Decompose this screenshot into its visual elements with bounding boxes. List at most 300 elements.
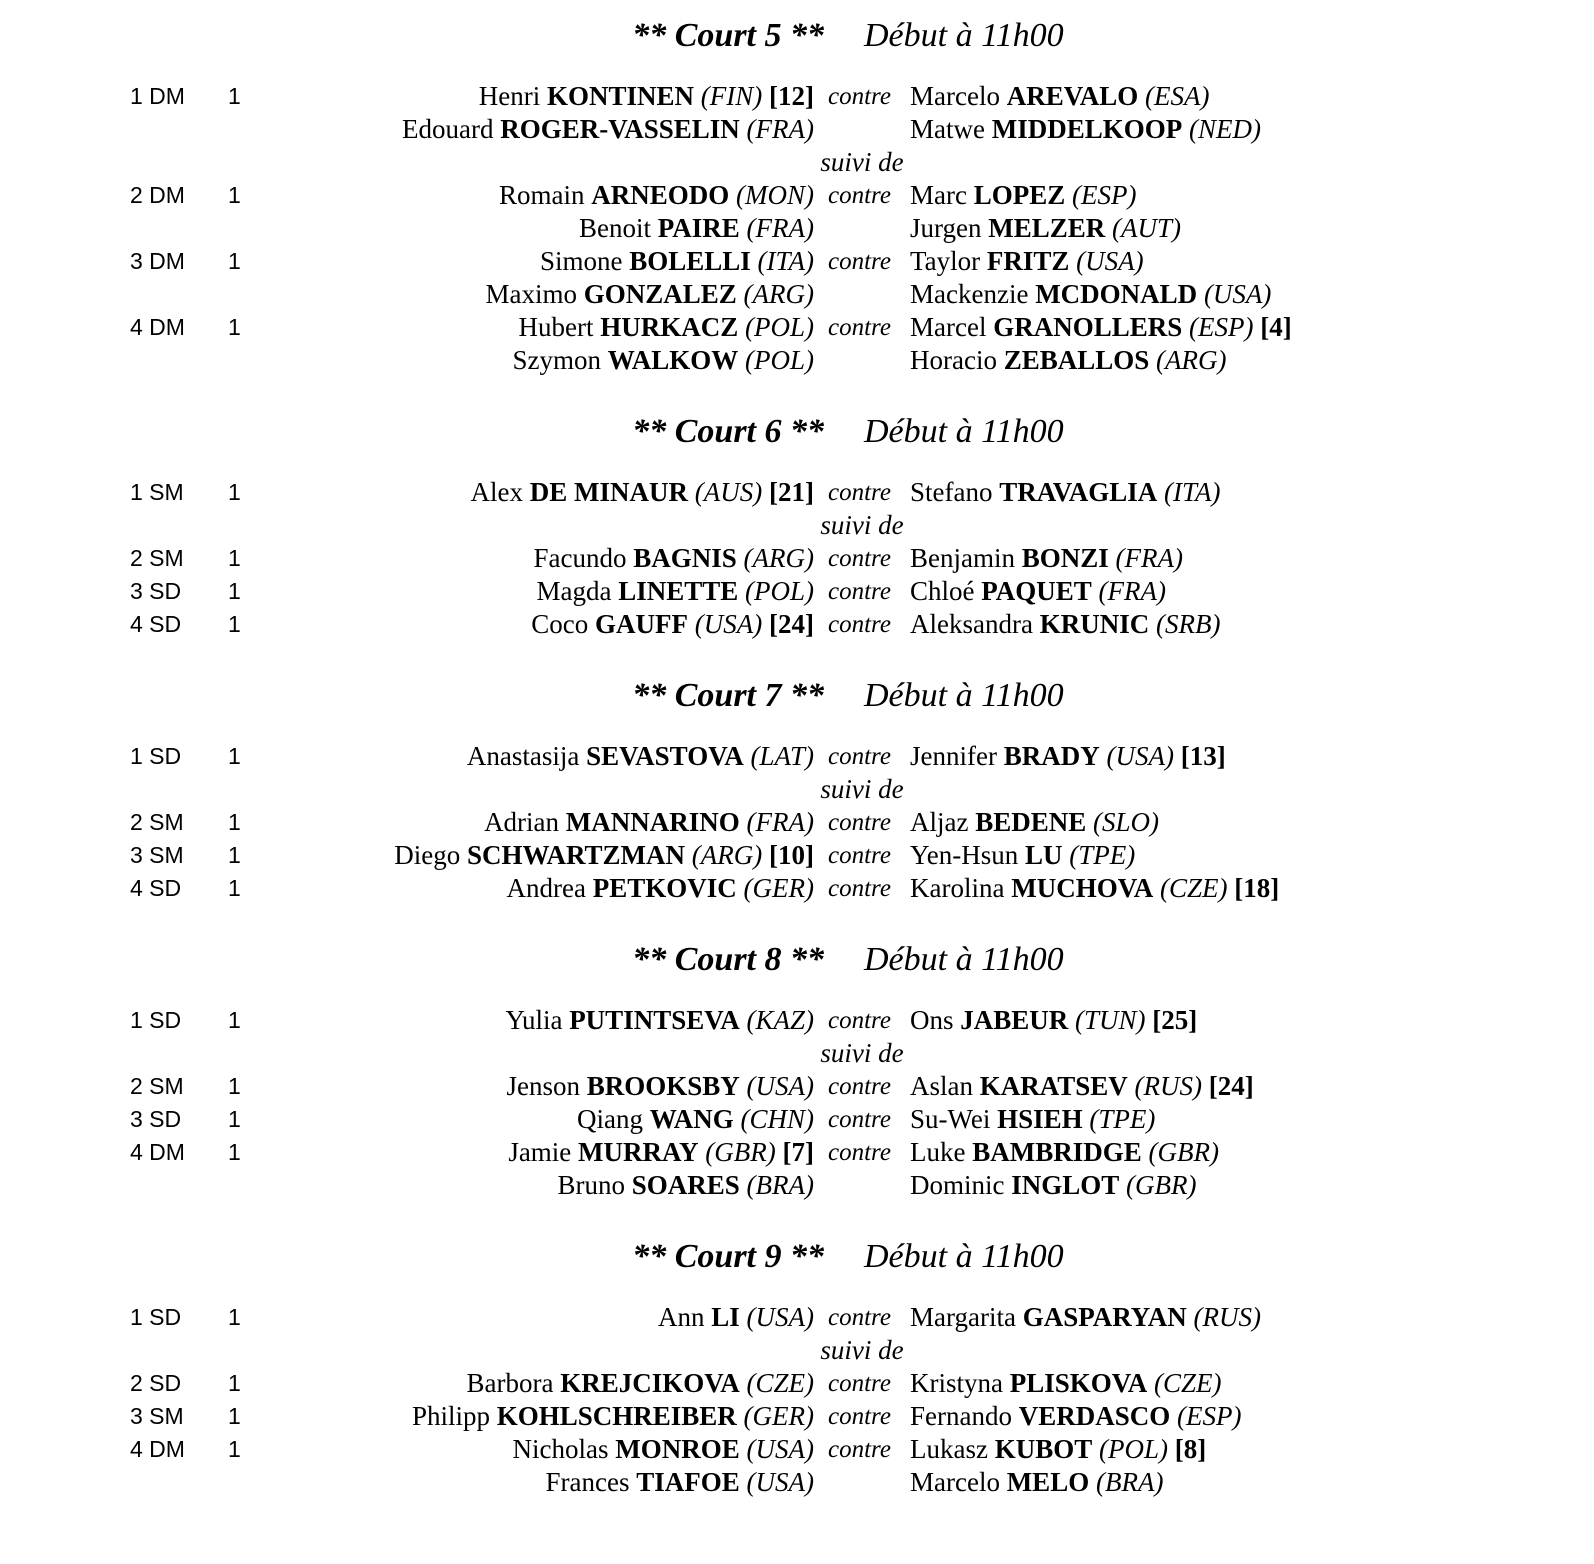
versus-label: contre (828, 875, 891, 902)
player-first-name: Simone (539, 246, 623, 276)
player-first-name: Facundo (533, 543, 627, 573)
suivi-de-label: suivi de (820, 510, 904, 540)
player-last-name: BROOKSBY (586, 1071, 740, 1101)
player-seed: [21] (769, 477, 814, 507)
left-player (512, 344, 814, 377)
right-player (910, 344, 1227, 377)
left-player (505, 1004, 814, 1037)
player-nationality: (POL) (745, 576, 814, 606)
right-player (910, 839, 1135, 872)
player-last-name: BONZI (1021, 543, 1109, 573)
player-first-name: Hubert (518, 312, 594, 342)
match-round: 1 (228, 1370, 241, 1396)
player-nationality: (FRA) (1098, 576, 1166, 606)
player-nationality: (AUT) (1112, 213, 1182, 243)
suivi-de-label: suivi de (820, 1038, 904, 1068)
court-header (0, 674, 1594, 718)
match-round: 1 (228, 545, 241, 571)
player-seed: [4] (1260, 312, 1292, 342)
player-first-name: Lukasz (910, 1434, 988, 1464)
left-player (394, 839, 814, 872)
player-nationality: (USA) (1076, 246, 1144, 276)
match-round: 1 (228, 578, 241, 604)
player-nationality: (KAZ) (746, 1005, 814, 1035)
player-last-name: ROGER-VASSELIN (500, 114, 740, 144)
left-player (467, 740, 814, 773)
player-first-name: Adrian (484, 807, 560, 837)
court-header (0, 410, 1594, 454)
left-player (507, 872, 814, 905)
player-first-name: Benoit (579, 213, 652, 243)
match-round: 1 (228, 809, 241, 835)
player-seed: [24] (769, 609, 814, 639)
right-player (910, 476, 1221, 509)
right-player (910, 1400, 1241, 1433)
match-row (0, 1367, 1594, 1400)
player-last-name: BAMBRIDGE (972, 1137, 1142, 1167)
player-last-name: MURRAY (578, 1137, 699, 1167)
match-round: 1 (228, 1007, 241, 1033)
player-nationality: (USA) (746, 1467, 814, 1497)
match-id: 3 SD (130, 1106, 182, 1132)
left-player (536, 575, 814, 608)
player-nationality: (CZE) (1159, 873, 1228, 903)
match-id: 4 SD (130, 875, 182, 901)
match-row (0, 872, 1594, 905)
match-round: 1 (228, 611, 241, 637)
player-last-name: KREJCIKOVA (560, 1368, 740, 1398)
match-row (0, 608, 1594, 641)
player-first-name: Aljaz (910, 807, 969, 837)
match-id: 3 DM (130, 248, 185, 274)
player-first-name: Benjamin (910, 543, 1015, 573)
suivi-de-label: suivi de (820, 1335, 904, 1365)
right-player (910, 113, 1261, 146)
left-player (531, 608, 814, 641)
player-first-name: Marcelo (910, 1467, 1000, 1497)
player-nationality: (TUN) (1075, 1005, 1146, 1035)
right-player (910, 1466, 1163, 1499)
court-title: ** Court 6 ** (632, 413, 824, 450)
player-first-name: Matwe (910, 114, 985, 144)
player-nationality: (RUS) (1193, 1302, 1262, 1332)
player-nationality: (GBR) (1148, 1137, 1219, 1167)
player-last-name: TRAVAGLIA (999, 477, 1158, 507)
right-player (910, 212, 1181, 245)
player-last-name: WANG (649, 1104, 734, 1134)
player-last-name: LOPEZ (973, 180, 1066, 210)
versus-label: contre (828, 248, 891, 275)
right-player (910, 1301, 1261, 1334)
match-row (0, 311, 1594, 344)
left-player (484, 806, 814, 839)
versus-label: contre (828, 1073, 891, 1100)
suivi-de-label: suivi de (820, 147, 904, 177)
match-id: 4 SD (130, 611, 182, 637)
player-first-name: Barbora (466, 1368, 554, 1398)
match-id: 1 SM (130, 479, 184, 505)
court-start-time: Début à 11h00 (864, 413, 1064, 450)
match-round: 1 (228, 1436, 241, 1462)
player-first-name: Jamie (508, 1137, 572, 1167)
versus-label: contre (828, 182, 891, 209)
left-player (506, 1070, 814, 1103)
player-first-name: Karolina (910, 873, 1005, 903)
player-nationality: (ARG) (743, 543, 814, 573)
player-first-name: Ann (657, 1302, 705, 1332)
player-seed: [18] (1234, 873, 1280, 903)
player-nationality: (FRA) (1115, 543, 1183, 573)
right-player (910, 179, 1136, 212)
player-first-name: Alex (470, 477, 524, 507)
court-header (0, 14, 1594, 58)
player-first-name: Romain (499, 180, 585, 210)
player-nationality: (USA) (746, 1302, 814, 1332)
player-first-name: Yulia (505, 1005, 563, 1035)
match-round: 1 (228, 182, 241, 208)
player-last-name: SCHWARTZMAN (466, 840, 686, 870)
player-first-name: Andrea (506, 873, 586, 903)
match-row (0, 542, 1594, 575)
versus-label: contre (828, 479, 891, 506)
left-player (546, 1466, 814, 1499)
player-nationality: (USA) (746, 1434, 814, 1464)
left-player (471, 476, 814, 509)
player-last-name: PETKOVIC (592, 873, 737, 903)
match-id: 1 DM (130, 83, 185, 109)
player-first-name: Marcelo (910, 81, 1000, 111)
player-nationality: (NED) (1189, 114, 1261, 144)
player-first-name: Maximo (485, 279, 577, 309)
player-last-name: BEDENE (975, 807, 1087, 837)
player-nationality: (CZE) (1154, 1368, 1222, 1398)
right-player (910, 80, 1209, 113)
match-id: 1 SD (130, 1007, 182, 1033)
match-row (0, 1301, 1594, 1334)
player-last-name: INGLOT (1011, 1170, 1120, 1200)
player-last-name: MELZER (988, 213, 1106, 243)
player-first-name: Coco (531, 609, 589, 639)
player-nationality: (TPE) (1089, 1104, 1156, 1134)
versus-label: contre (828, 743, 891, 770)
player-first-name: Taylor (910, 246, 981, 276)
player-last-name: HSIEH (997, 1104, 1083, 1134)
player-first-name: Horacio (910, 345, 997, 375)
partner-row (0, 278, 1594, 311)
versus-label: contre (828, 1304, 891, 1331)
player-nationality: (POL) (745, 312, 814, 342)
player-nationality: (GBR) (1126, 1170, 1197, 1200)
player-last-name: MUCHOVA (1011, 873, 1154, 903)
player-last-name: PAIRE (657, 213, 740, 243)
player-first-name: Su-Wei (910, 1104, 991, 1134)
versus-label: contre (828, 578, 891, 605)
right-player (910, 1433, 1206, 1466)
match-row (0, 839, 1594, 872)
player-last-name: LU (1025, 840, 1063, 870)
partner-row (0, 212, 1594, 245)
player-nationality: (BRA) (746, 1170, 814, 1200)
right-player (910, 245, 1144, 278)
partner-row (0, 113, 1594, 146)
right-player (910, 806, 1159, 839)
player-nationality: (GER) (743, 1401, 814, 1431)
player-nationality: (ESP) (1072, 180, 1137, 210)
court-title: ** Court 9 ** (632, 1238, 824, 1275)
player-nationality: (FIN) (700, 81, 763, 111)
match-row (0, 1004, 1594, 1037)
player-last-name: GAUFF (595, 609, 689, 639)
player-nationality: (ITA) (757, 246, 814, 276)
match-id: 2 SM (130, 545, 184, 571)
player-first-name: Mackenzie (910, 279, 1029, 309)
court-start-time: Début à 11h00 (864, 941, 1064, 978)
left-player (499, 179, 814, 212)
right-player (910, 311, 1292, 344)
player-nationality: (FRA) (746, 807, 814, 837)
player-last-name: KONTINEN (547, 81, 695, 111)
left-player (485, 278, 814, 311)
player-last-name: ARNEODO (591, 180, 730, 210)
player-last-name: MELO (1006, 1467, 1090, 1497)
player-last-name: VERDASCO (1018, 1401, 1171, 1431)
player-first-name: Jennifer (910, 741, 997, 771)
left-player (479, 80, 814, 113)
player-first-name: Edouard (401, 114, 494, 144)
player-first-name: Bruno (557, 1170, 625, 1200)
match-id: 4 DM (130, 1436, 185, 1462)
player-last-name: AREVALO (1006, 81, 1139, 111)
match-id: 4 DM (130, 314, 185, 340)
player-nationality: (GBR) (705, 1137, 776, 1167)
match-row (0, 1400, 1594, 1433)
player-nationality: (TPE) (1069, 840, 1136, 870)
match-row (0, 179, 1594, 212)
player-nationality: (AUS) (694, 477, 763, 507)
player-nationality: (USA) (1106, 741, 1174, 771)
partner-row (0, 344, 1594, 377)
left-player (577, 1103, 814, 1136)
player-last-name: WALKOW (607, 345, 739, 375)
player-nationality: (CHN) (740, 1104, 814, 1134)
versus-label: contre (828, 809, 891, 836)
player-first-name: Aleksandra (910, 609, 1033, 639)
player-first-name: Marcel (910, 312, 987, 342)
player-first-name: Chloé (910, 576, 975, 606)
left-player (579, 212, 814, 245)
player-first-name: Henri (478, 81, 541, 111)
player-first-name: Dominic (910, 1170, 1005, 1200)
player-last-name: LINETTE (618, 576, 739, 606)
match-round: 1 (228, 875, 241, 901)
player-last-name: HURKACZ (600, 312, 739, 342)
player-nationality: (ESP) (1177, 1401, 1242, 1431)
player-first-name: Frances (545, 1467, 630, 1497)
player-first-name: Magda (536, 576, 612, 606)
player-first-name: Diego (394, 840, 461, 870)
right-player (910, 872, 1279, 905)
player-nationality: (ARG) (691, 840, 763, 870)
match-id: 3 SM (130, 1403, 184, 1429)
versus-label: contre (828, 611, 891, 638)
player-last-name: MCDONALD (1035, 279, 1198, 309)
versus-label: contre (828, 1106, 891, 1133)
right-player (910, 278, 1271, 311)
player-nationality: (BRA) (1095, 1467, 1164, 1497)
match-id: 2 SD (130, 1370, 182, 1396)
right-player (910, 1004, 1197, 1037)
match-id: 2 SM (130, 1073, 184, 1099)
match-row (0, 80, 1594, 113)
match-round: 1 (228, 1139, 241, 1165)
left-player (466, 1367, 814, 1400)
player-nationality: (RUS) (1134, 1071, 1203, 1101)
player-last-name: MIDDELKOOP (991, 114, 1183, 144)
player-nationality: (USA) (694, 609, 763, 639)
player-last-name: DE MINAUR (529, 477, 689, 507)
player-first-name: Szymon (512, 345, 601, 375)
player-last-name: BAGNIS (633, 543, 737, 573)
player-nationality: (ITA) (1164, 477, 1221, 507)
court-start-time: Début à 11h00 (864, 677, 1064, 714)
versus-label: contre (828, 1007, 891, 1034)
match-round: 1 (228, 248, 241, 274)
versus-label: contre (828, 83, 891, 110)
court-title: ** Court 8 ** (632, 941, 824, 978)
right-player (910, 740, 1226, 773)
match-row (0, 806, 1594, 839)
player-nationality: (ESA) (1145, 81, 1210, 111)
versus-label: contre (828, 1436, 891, 1463)
player-last-name: TIAFOE (636, 1467, 740, 1497)
match-id: 3 SM (130, 842, 184, 868)
match-row (0, 1070, 1594, 1103)
player-last-name: SOARES (631, 1170, 740, 1200)
player-first-name: Ons (910, 1005, 954, 1035)
match-row (0, 740, 1594, 773)
player-seed: [10] (769, 840, 814, 870)
player-last-name: GONZALEZ (583, 279, 737, 309)
player-last-name: GRANOLLERS (993, 312, 1183, 342)
match-row (0, 1136, 1594, 1169)
player-last-name: ZEBALLOS (1003, 345, 1150, 375)
court-start-time: Début à 11h00 (864, 17, 1064, 54)
left-player (540, 245, 814, 278)
right-player (910, 542, 1183, 575)
player-nationality: (LAT) (750, 741, 814, 771)
match-round: 1 (228, 479, 241, 505)
player-first-name: Yen-Hsun (910, 840, 1019, 870)
player-last-name: PLISKOVA (1009, 1368, 1148, 1398)
player-first-name: Margarita (910, 1302, 1016, 1332)
match-id: 1 SD (130, 1304, 182, 1330)
left-player (534, 542, 814, 575)
versus-label: contre (828, 1370, 891, 1397)
partner-row (0, 1169, 1594, 1202)
player-last-name: KRUNIC (1039, 609, 1150, 639)
suivi-de-label: suivi de (820, 774, 904, 804)
match-id: 2 DM (130, 182, 185, 208)
player-nationality: (POL) (745, 345, 814, 375)
player-nationality: (CZE) (746, 1368, 814, 1398)
player-last-name: JABEUR (960, 1005, 1069, 1035)
player-first-name: Fernando (910, 1401, 1012, 1431)
player-seed: [25] (1152, 1005, 1198, 1035)
player-seed: [7] (782, 1137, 814, 1167)
match-round: 1 (228, 1403, 241, 1429)
match-row (0, 245, 1594, 278)
versus-label: contre (828, 314, 891, 341)
player-last-name: BRADY (1003, 741, 1100, 771)
partner-row (0, 1466, 1594, 1499)
player-nationality: (USA) (746, 1071, 814, 1101)
player-nationality: (SLO) (1093, 807, 1160, 837)
court-start-time: Début à 11h00 (864, 1238, 1064, 1275)
right-player (910, 1136, 1219, 1169)
versus-label: contre (828, 545, 891, 572)
match-id: 4 DM (130, 1139, 185, 1165)
player-last-name: MONROE (615, 1434, 740, 1464)
versus-label: contre (828, 1139, 891, 1166)
match-id: 1 SD (130, 743, 182, 769)
player-first-name: Philipp (411, 1401, 490, 1431)
court-header (0, 1235, 1594, 1279)
player-first-name: Stefano (910, 477, 993, 507)
player-first-name: Qiang (577, 1104, 643, 1134)
player-nationality: (SRB) (1155, 609, 1221, 639)
left-player (402, 113, 814, 146)
player-first-name: Kristyna (910, 1368, 1003, 1398)
player-seed: [13] (1180, 741, 1226, 771)
match-round: 1 (228, 314, 241, 340)
left-player (658, 1301, 814, 1334)
left-player (412, 1400, 814, 1433)
match-id: 3 SD (130, 578, 182, 604)
match-row (0, 1433, 1594, 1466)
player-last-name: SEVASTOVA (586, 741, 744, 771)
player-nationality: (USA) (1203, 279, 1272, 309)
player-seed: [12] (769, 81, 814, 111)
player-first-name: Marc (910, 180, 967, 210)
player-nationality: (MON) (736, 180, 814, 210)
match-round: 1 (228, 1304, 241, 1330)
match-id: 2 SM (130, 809, 184, 835)
versus-label: contre (828, 842, 891, 869)
match-round: 1 (228, 743, 241, 769)
player-first-name: Nicholas (512, 1434, 609, 1464)
player-last-name: GASPARYAN (1022, 1302, 1187, 1332)
player-last-name: MANNARINO (565, 807, 740, 837)
left-player (508, 1136, 814, 1169)
left-player (557, 1169, 814, 1202)
player-nationality: (POL) (1099, 1434, 1168, 1464)
player-first-name: Anastasija (466, 741, 580, 771)
player-last-name: PUTINTSEVA (569, 1005, 740, 1035)
player-last-name: KARATSEV (979, 1071, 1128, 1101)
right-player (910, 1169, 1197, 1202)
match-row (0, 1103, 1594, 1136)
player-last-name: KOHLSCHREIBER (496, 1401, 737, 1431)
match-row (0, 575, 1594, 608)
player-first-name: Luke (910, 1137, 966, 1167)
player-nationality: (ARG) (743, 279, 814, 309)
match-round: 1 (228, 83, 241, 109)
right-player (910, 1103, 1155, 1136)
player-nationality: (GER) (743, 873, 814, 903)
player-last-name: PAQUET (981, 576, 1092, 606)
player-seed: [24] (1208, 1071, 1254, 1101)
match-round: 1 (228, 1073, 241, 1099)
